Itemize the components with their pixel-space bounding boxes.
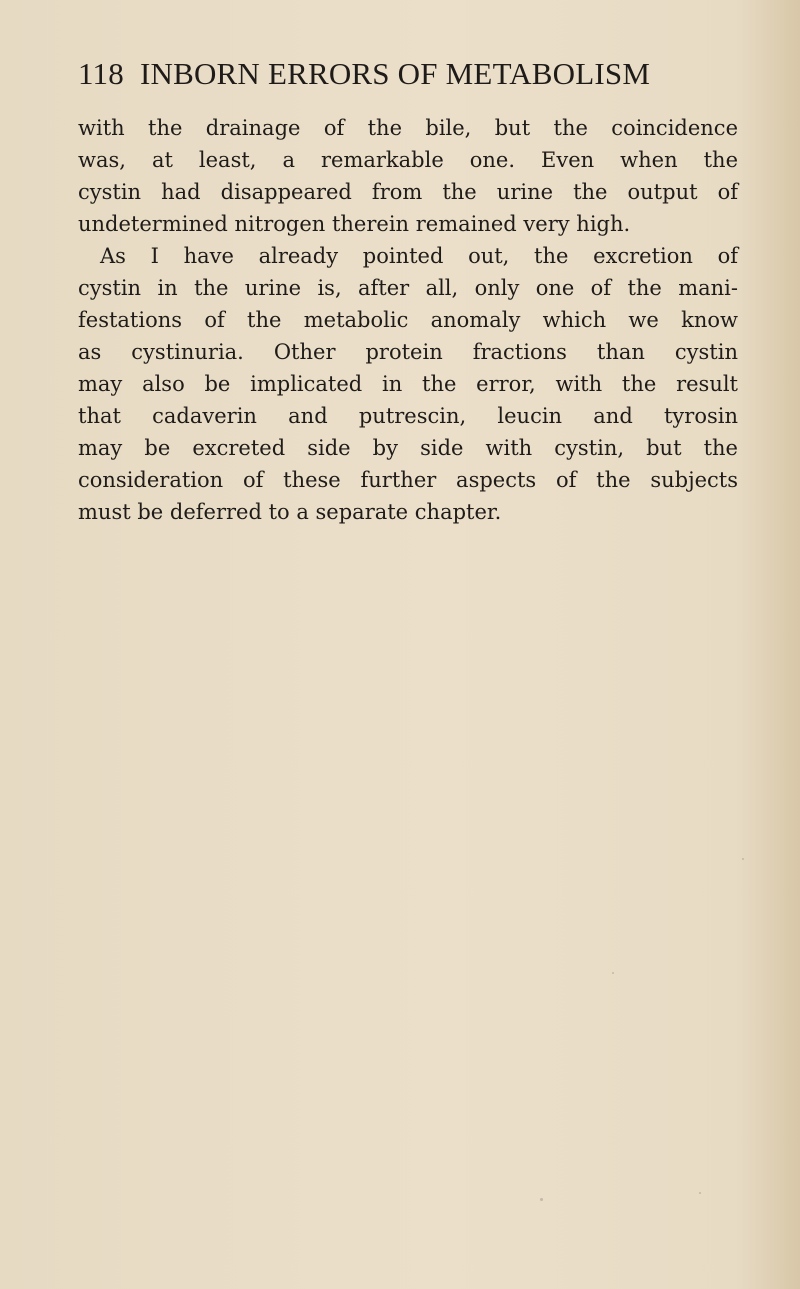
text-line: was, at least, a remarkable one. Even when the <box>78 148 738 172</box>
text-line: cystin in the urine is, after all, only one of the mani- <box>78 276 738 300</box>
text-line: as cystinuria. Other protein fractions than cystin <box>78 340 738 364</box>
paper-speck <box>742 858 744 860</box>
running-head <box>78 56 718 92</box>
text-line: may also be implicated in the error, with the result <box>78 372 738 396</box>
text-line: may be excreted side by side with cystin, but the <box>78 436 738 460</box>
text-line: undetermined nitrogen therein remained very high. <box>78 212 631 236</box>
paper-speck <box>540 1198 543 1201</box>
body-paragraphs <box>78 112 738 528</box>
paper-speck <box>699 1192 701 1194</box>
page-number: 118 <box>78 56 124 91</box>
text-line: must be deferred to a separate chapter. <box>78 500 502 524</box>
paper-speck <box>612 972 614 974</box>
text-line: consideration of these further aspects of the subjects <box>78 468 738 492</box>
running-title: INBORN ERRORS OF METABOLISM <box>139 56 651 91</box>
text-line: festations of the metabolic anomaly which we know <box>78 308 738 332</box>
text-line: As I have already pointed out, the excretion of <box>100 244 738 268</box>
text-line: cystin had disappeared from the urine the output of <box>78 180 738 204</box>
text-line: that cadaverin and putrescin, leucin and tyrosin <box>78 404 738 428</box>
text-line: with the drainage of the bile, but the coincidence <box>78 116 738 140</box>
